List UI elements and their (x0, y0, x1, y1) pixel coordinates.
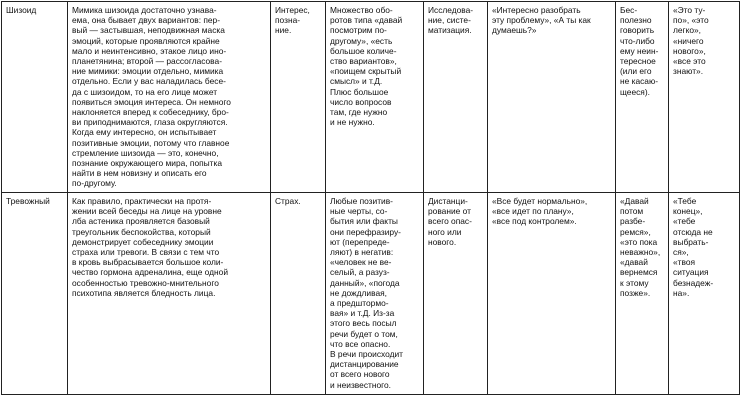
phrases-to-avoid: «Тебе конец», «тебе отсюда не выбрать- ся», «твоя ситуация безнадеж- на». (669, 193, 740, 395)
leading-emotion: Интерес, позна- ние. (271, 2, 326, 193)
table-row (2, 193, 740, 395)
focus-of-attention: Исследова- ние, систе- матизация. (424, 2, 488, 193)
speech-features: Множество обо- ротов типа «давай посмотрим по- другому», «есть большое количе- ство вариантов», «поищем скрытый смысл» и т.Д. Плюс большое число вопросов там, где нужно и не нужно. (326, 2, 424, 193)
table-row (2, 2, 740, 193)
psychotype-name: Шизоид (2, 2, 68, 193)
leading-emotion: Страх. (271, 193, 326, 395)
psychotype-table (1, 1, 740, 395)
mimicry-description: Как правило, практически на протя- жении всей беседы на лице на уровне лба астеника проявляется базовый треугольник беспокойства, который демонстрирует собеседнику эмоции страха или тревоги. В связи с тем что в кровь выбрасывается большое коли- чество гормона адреналина, еще одной особенностью тревожно-мнительного психотипа является бледность лица. (68, 193, 271, 395)
phrases-to-avoid: «Это ту- по», «это легко», «ничего нового», «все это знают». (669, 2, 740, 193)
useless-approach: Бес- полезно говорить что-либо ему неин- тересное (или его не касаю- щееся). (616, 2, 669, 193)
useless-approach: «Давай потом разбе- ремся», «это пока неважно», «давай вернемся к этому позже». (616, 193, 669, 395)
speech-features: Любые позитив- ные черты, со- бытия или факты они перефразиру- ют (перепреде- ляют) в негатив: «человек не ве- селый, а разуз- данный», «погода не дождливая, а предштормо- вая» и т.Д. Из-за этого весь посыл речи будет о том, что все опасно. В речи происходит дистанцирование от всего нового и неизвестного. (326, 193, 424, 395)
focus-of-attention: Дистанци- рование от всего опас- ного или нового. (424, 193, 488, 395)
recommended-phrases: «Все будет нормально», «все идет по плану», «все под контролем». (488, 193, 616, 395)
recommended-phrases: «Интересно разобрать эту проблему», «А ты как думаешь?» (488, 2, 616, 193)
mimicry-description: Мимика шизоида достаточно узнава- ема, она бывает двух вариантов: пер- вый — застывшая, неподвижная маска эмоций, которые проявляются крайне мало и неинтенсивно, этакое лицо ино- планетянина; второй — рассогласова- ние мимики: эмоции отдельно, мимика отдельно. Если у вас наладилась бесе- да с шизоидом, то на его лице может появиться эмоция интереса. Он немного наклоняется вперед к собеседнику, бро- ви приподнимаются, глаза округляются. Когда ему интересно, он испытывает позитивные эмоции, потому что главное стремление шизоида — это, конечно, познание окружающего мира, попытка найти в нем новизну и описать его по-другому. (68, 2, 271, 193)
psychotype-name: Тревожный (2, 193, 68, 395)
